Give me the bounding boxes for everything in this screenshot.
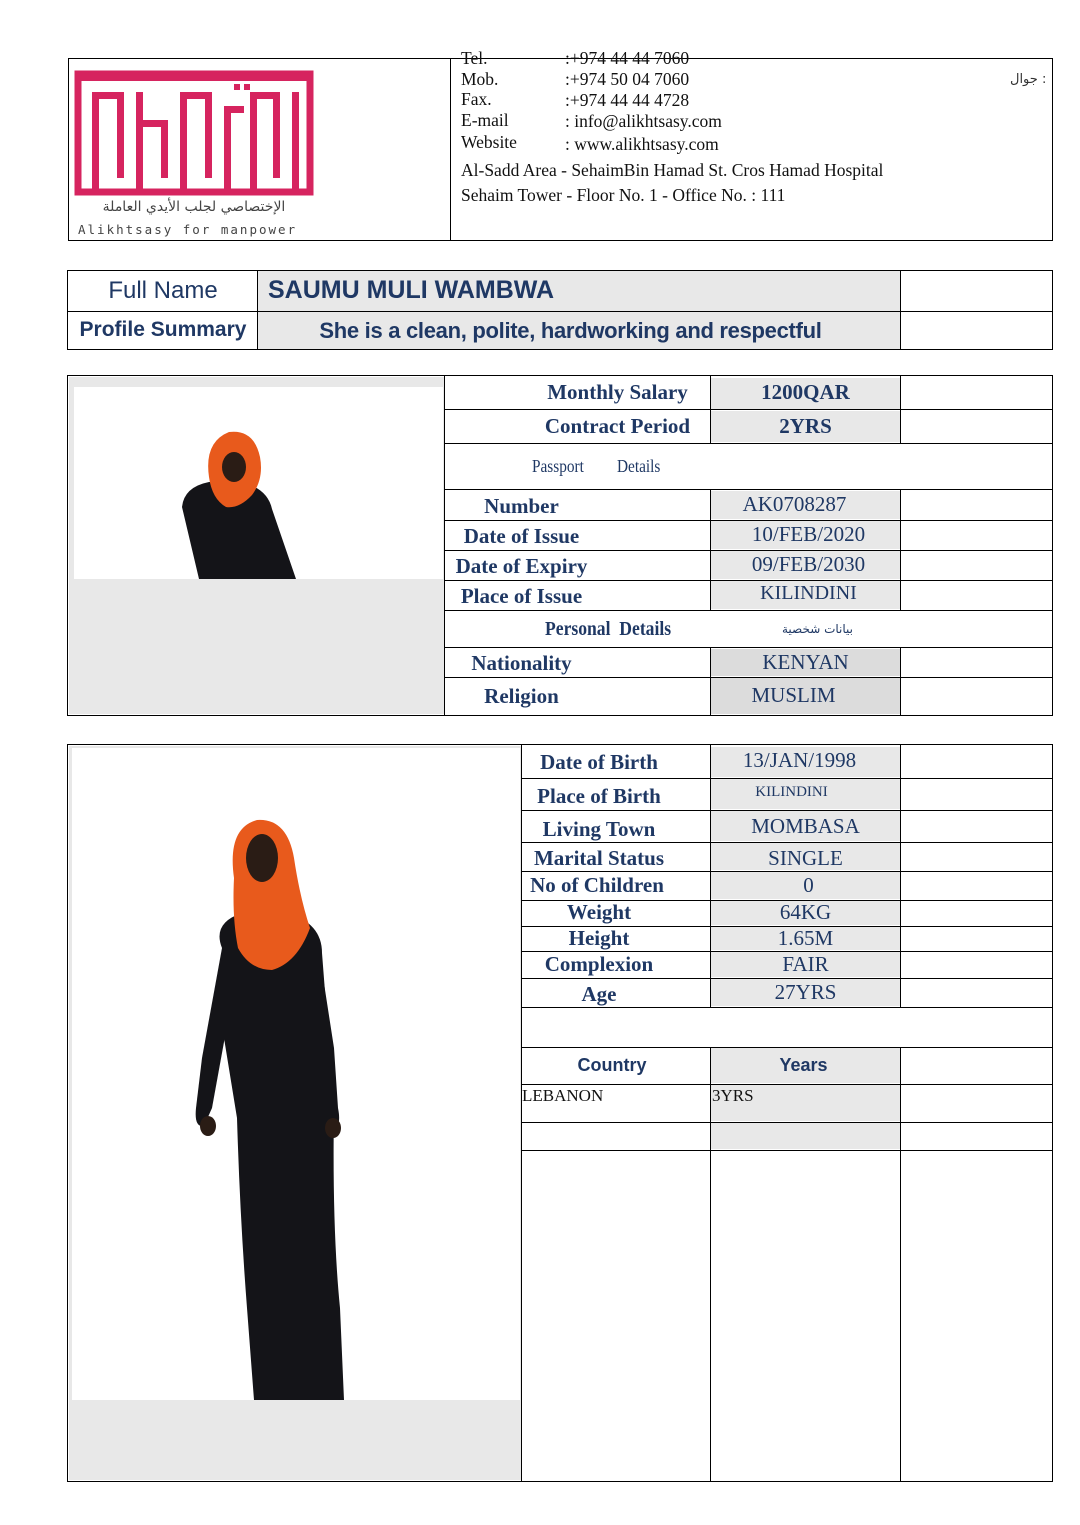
passport-number-label: Number [484, 494, 559, 518]
nationality-label: Nationality [471, 651, 572, 675]
experience-years-header: Years [779, 1055, 828, 1075]
passport-section-label-1: Passport [532, 456, 584, 476]
place-of-issue-value: KILINDINI [760, 582, 857, 604]
contract-period-label: Contract Period [544, 414, 691, 438]
full-name-label: Full Name [108, 277, 218, 304]
age-label: Age [581, 982, 617, 1006]
profile-summary-label: Profile Summary [79, 318, 247, 341]
passport-section-label-2: Details [617, 456, 661, 476]
place-of-birth-value: KILINDINI [755, 784, 828, 800]
monthly-salary-value: 1200QAR [761, 380, 850, 404]
website-value: : www.alikhtsasy.com [565, 134, 719, 154]
height-value: 1.65M [777, 926, 834, 950]
no-of-children-label: No of Children [530, 873, 664, 897]
date-of-expiry-value: 09/FEB/2030 [751, 552, 866, 576]
weight-label: Weight [566, 900, 632, 924]
place-of-birth-label: Place of Birth [537, 784, 661, 808]
full-name-value: SAUMU MULI WAMBWA [268, 276, 555, 304]
email-value: : info@alikhtsasy.com [565, 111, 722, 131]
date-of-expiry-label: Date of Expiry [455, 554, 588, 578]
fax-label: Fax. [461, 89, 492, 109]
religion-value: MUSLIM [751, 683, 836, 707]
address-line-2: Sehaim Tower - Floor No. 1 - Office No. : 111 [461, 185, 786, 205]
religion-label: Religion [484, 684, 559, 708]
height-label: Height [568, 926, 630, 950]
complexion-label: Complexion [544, 952, 654, 976]
date-of-birth-value: 13/JAN/1998 [742, 748, 857, 772]
tel-label: Tel. [461, 48, 488, 68]
arabic-mob-label: : جوال [1010, 72, 1047, 87]
date-of-birth-label: Date of Birth [540, 750, 658, 774]
nationality-value: KENYAN [762, 650, 849, 674]
address-line-1: Al-Sadd Area - SehaimBin Hamad St. Cros Hamad Hospital [461, 160, 884, 180]
fax-value: :+974 44 44 4728 [565, 90, 690, 110]
personal-section-arabic: بيانات شخصية [782, 622, 853, 636]
personal-section-label: Personal Details [545, 618, 672, 640]
website-label: Website [461, 132, 517, 152]
letterhead-divider [450, 58, 451, 241]
monthly-salary-label: Monthly Salary [547, 380, 688, 404]
experience-country-1: LEBANON [522, 1086, 604, 1105]
company-arabic-name: الإختصاصي لجلب الأيدي العاملة [102, 199, 286, 215]
marital-status-value: SINGLE [768, 846, 843, 870]
company-latin-name: Alikhtsasy for manpower [78, 222, 298, 237]
email-label: E-mail [461, 110, 509, 130]
tel-value: :+974 44 44 7060 [565, 48, 690, 68]
living-town-value: MOMBASA [751, 814, 860, 838]
mob-value: :+974 50 04 7060 [565, 69, 690, 89]
date-of-issue-value: 10/FEB/2020 [751, 522, 866, 546]
contract-period-value: 2YRS [779, 414, 832, 438]
marital-status-label: Marital Status [533, 846, 665, 870]
age-value: 27YRS [774, 980, 837, 1004]
company-logo-icon [74, 70, 314, 198]
complexion-value: FAIR [782, 952, 829, 976]
mob-label: Mob. [461, 69, 499, 89]
passport-number-value: AK0708287 [742, 492, 847, 516]
weight-value: 64KG [779, 900, 832, 924]
date-of-issue-label: Date of Issue [463, 524, 580, 548]
living-town-label: Living Town [542, 817, 656, 841]
no-of-children-value: 0 [803, 873, 814, 897]
profile-summary-value: She is a clean, polite, hardworking and respectful [319, 318, 822, 343]
experience-years-1: 3YRS [712, 1086, 754, 1105]
place-of-issue-label: Place of Issue [460, 584, 583, 608]
experience-country-header: Country [577, 1055, 647, 1075]
